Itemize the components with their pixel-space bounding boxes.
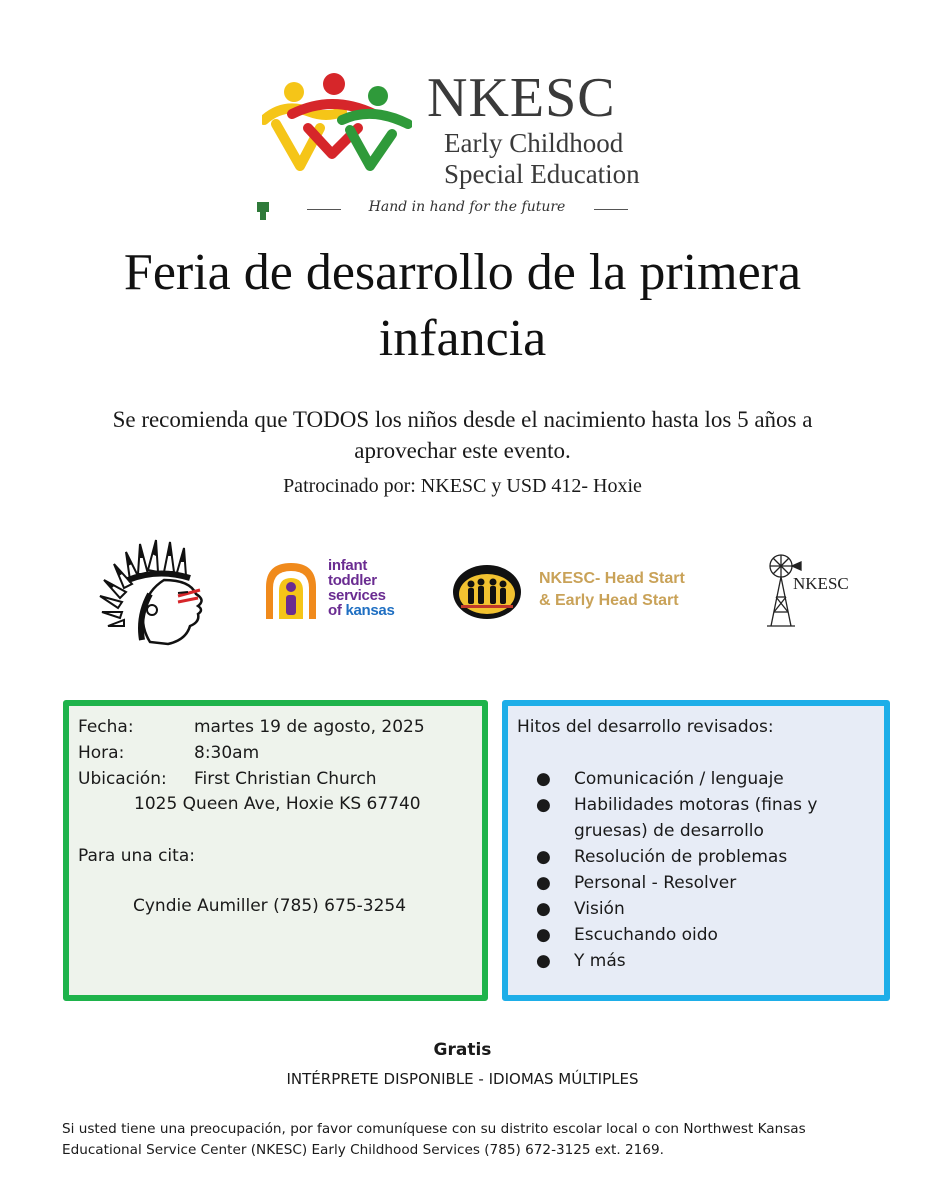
- event-date-label: Fecha:: [78, 717, 134, 737]
- list-item: [508, 792, 864, 844]
- event-time-value: 8:30am: [194, 743, 260, 763]
- infant-toddler-wordmark: [328, 558, 428, 618]
- list-item: [508, 766, 864, 792]
- event-address: 1025 Queen Ave, Hoxie KS 67740: [134, 794, 421, 814]
- milestone-label: Comunicación / lenguaje: [574, 769, 784, 789]
- brand-tagline: Hand in hand for the future: [368, 199, 566, 215]
- nkesc-windmill-logo: [765, 552, 860, 632]
- intro-text: Se recomienda que TODOS los niños desde el nacimiento hasta los 5 años a aprovechar este evento.: [112, 407, 813, 463]
- bullet-icon: ●: [536, 873, 551, 893]
- infant-toddler-services-logo: [262, 558, 422, 624]
- its-line1: infant: [328, 557, 368, 574]
- milestone-label: Y más: [574, 951, 626, 971]
- brand-name: NKESC: [427, 67, 616, 129]
- its-kansas: kansas: [345, 602, 395, 619]
- green-marker-icon: [257, 202, 269, 220]
- bullet-icon: ●: [536, 769, 551, 789]
- brand-subtitle-line1: Early Childhood: [444, 128, 624, 158]
- page-title: Feria de desarrollo de la primera infancia: [123, 244, 802, 367]
- appointment-label: Para una cita:: [78, 846, 195, 866]
- list-item: [508, 870, 864, 896]
- milestones-heading: Hitos del desarrollo revisados:: [517, 717, 774, 737]
- head-start-badge-icon: [451, 562, 523, 620]
- head-start-logo: [451, 562, 731, 622]
- bullet-icon: ●: [536, 847, 551, 867]
- list-item: [508, 948, 864, 974]
- infant-toddler-badge-icon: [262, 561, 320, 621]
- brand-subtitle-line2: Special Education: [444, 159, 640, 189]
- bullet-icon: ●: [536, 795, 551, 815]
- its-line4: [328, 603, 428, 618]
- event-details-box: [63, 700, 488, 1001]
- bullet-icon: ●: [536, 925, 551, 945]
- milestone-label: Visión: [574, 899, 625, 919]
- its-of: of: [328, 602, 346, 619]
- event-date-value: martes 19 de agosto, 2025: [194, 717, 425, 737]
- appointment-contact: Cyndie Aumiller (785) 675-3254: [133, 896, 407, 916]
- event-location-label: Ubicación:: [78, 769, 167, 789]
- list-item: [508, 844, 864, 870]
- children-figures-icon: [262, 72, 412, 172]
- milestone-label: Habilidades motoras (finas y gruesas) de desarrollo: [574, 795, 818, 841]
- its-line2: toddler: [328, 572, 377, 589]
- milestone-label: Escuchando oido: [574, 925, 718, 945]
- milestone-label: Personal - Resolver: [574, 873, 737, 893]
- list-item: [508, 896, 864, 922]
- event-time-label: Hora:: [78, 743, 125, 763]
- tagline-rule-right: [594, 209, 628, 210]
- bullet-icon: ●: [536, 899, 551, 919]
- contact-note: Si usted tiene una preocupación, por favor comuníquese con su distrito escolar local o con Northwest Kansas Educational Service Center (NKESC) Early Childhood Services (785) 672-3125 ext. 2169.: [62, 1121, 806, 1158]
- hoxie-indians-chief-logo-icon: [94, 530, 219, 648]
- head-start-wordmark: [539, 568, 729, 612]
- nkesc-logo: [262, 68, 672, 228]
- bullet-icon: ●: [536, 951, 551, 971]
- interpreter-notice: INTÉRPRETE DISPONIBLE - IDIOMAS MÚLTIPLES: [286, 1070, 639, 1088]
- sponsor-text: Patrocinado por: NKESC y USD 412- Hoxie: [283, 475, 642, 497]
- milestone-label: Resolución de problemas: [574, 847, 788, 867]
- free-label: Gratis: [433, 1040, 492, 1060]
- head-start-line1: NKESC- Head Start: [539, 570, 685, 587]
- windmill-logo-label: NKESC: [793, 574, 849, 593]
- its-line3: services: [328, 587, 386, 604]
- event-location-value: First Christian Church: [194, 769, 377, 789]
- milestones-list: [508, 766, 884, 974]
- list-item: [508, 922, 864, 948]
- head-start-line2: & Early Head Start: [539, 592, 679, 609]
- milestones-box: [502, 700, 890, 1001]
